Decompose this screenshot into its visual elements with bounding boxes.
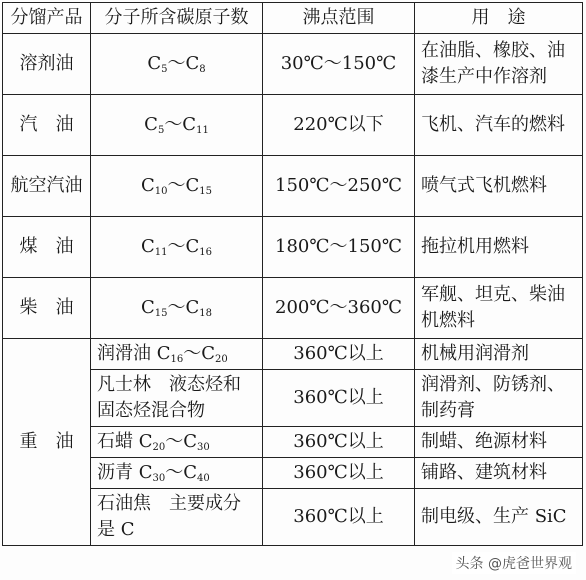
boiling-cell: 180℃～150℃	[263, 217, 415, 278]
carbon-cell: 凡士林 液态烃和固态烃混合物	[91, 370, 263, 427]
table-row	[3, 217, 583, 278]
watermark: 头条 @虎爸世界观	[452, 552, 576, 574]
table-row	[3, 339, 583, 370]
boiling-cell: 200℃～360℃	[263, 278, 415, 339]
use-cell: 制电级、生产 SiC	[415, 489, 583, 546]
boiling-cell: 360℃以上	[263, 427, 415, 458]
boiling-cell: 360℃以上	[263, 489, 415, 546]
header-carbon-count: 分子所含碳原子数	[91, 3, 263, 34]
carbon-cell: 润滑油 $C_{16}\sim C_{20}$	[91, 339, 263, 370]
boiling-cell: 220℃以下	[263, 95, 415, 156]
use-cell: 铺路、建筑材料	[415, 458, 583, 489]
header-use: 用 途	[415, 3, 583, 34]
table-row	[3, 95, 583, 156]
boiling-cell: 360℃以上	[263, 370, 415, 427]
header-boiling-range: 沸点范围	[263, 3, 415, 34]
product-cell: 溶剂油	[3, 34, 91, 95]
use-cell: 飞机、汽车的燃料	[415, 95, 583, 156]
boiling-cell: 360℃以上	[263, 458, 415, 489]
use-cell: 机械用润滑剂	[415, 339, 583, 370]
use-cell: 喷气式飞机燃料	[415, 156, 583, 217]
carbon-cell: $C_{10}\sim C_{15}$	[91, 156, 263, 217]
boiling-cell: 360℃以上	[263, 339, 415, 370]
use-cell: 军舰、坦克、柴油机燃料	[415, 278, 583, 339]
table-row	[3, 156, 583, 217]
table-row	[3, 278, 583, 339]
product-cell: 柴 油	[3, 278, 91, 339]
carbon-cell: 石蜡 $C_{20}\sim C_{30}$	[91, 427, 263, 458]
carbon-cell: $C_{15}\sim C_{18}$	[91, 278, 263, 339]
carbon-cell: 石油焦 主要成分是 C	[91, 489, 263, 546]
carbon-cell: 沥青 $C_{30}\sim C_{40}$	[91, 458, 263, 489]
use-cell: 制蜡、绝源材料	[415, 427, 583, 458]
carbon-cell: $C_{11}\sim C_{16}$	[91, 217, 263, 278]
header-row	[3, 3, 583, 34]
boiling-cell: 150℃～250℃	[263, 156, 415, 217]
use-cell: 润滑剂、防锈剂、制药膏	[415, 370, 583, 427]
carbon-cell: $C_5\sim C_{11}$	[91, 95, 263, 156]
product-cell: 煤 油	[3, 217, 91, 278]
product-cell: 汽 油	[3, 95, 91, 156]
table-row	[3, 34, 583, 95]
use-cell: 拖拉机用燃料	[415, 217, 583, 278]
boiling-cell: 30℃～150℃	[263, 34, 415, 95]
fractionation-table	[2, 2, 583, 546]
product-cell: 航空汽油	[3, 156, 91, 217]
use-cell: 在油脂、橡胶、油漆生产中作溶剂	[415, 34, 583, 95]
carbon-cell: $C_5\sim C_8$	[91, 34, 263, 95]
product-cell-heavy-oil: 重 油	[3, 339, 91, 546]
header-product: 分馏产品	[3, 3, 91, 34]
